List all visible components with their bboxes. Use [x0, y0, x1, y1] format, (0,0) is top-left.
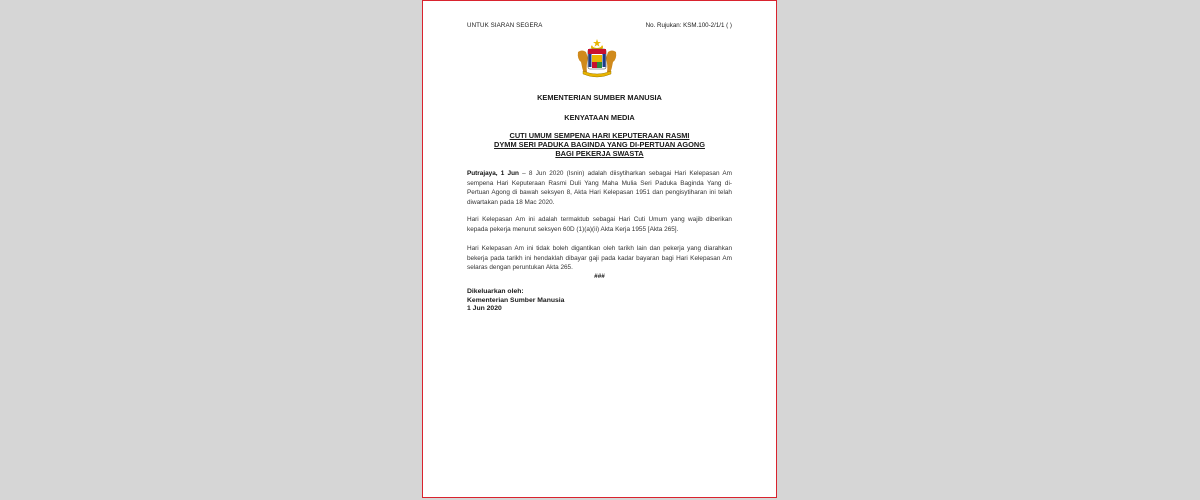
- issuer-block: [467, 288, 564, 314]
- reference-number: No. Rujukan: KSM.100-2/1/1 ( ): [645, 22, 732, 29]
- release-label: UNTUK SIARAN SEGERA: [467, 22, 543, 29]
- end-mark: ###: [594, 273, 605, 280]
- document-page: [422, 0, 777, 498]
- release-title: [423, 131, 776, 158]
- dateline: Putrajaya, 1 Jun: [467, 170, 519, 177]
- ministry-name: KEMENTERIAN SUMBER MANUSIA: [537, 93, 662, 102]
- paragraph-announcement: [467, 169, 732, 207]
- issue-date: 1 Jun 2020: [467, 305, 502, 313]
- title-line: CUTI UMUM SEMPENA HARI KEPUTERAAN RASMI: [509, 131, 690, 140]
- malaysia-coat-of-arms-icon: [575, 38, 619, 78]
- title-line: BAGI PEKERJA SWASTA: [555, 149, 644, 158]
- statement-type: KENYATAAN MEDIA: [564, 113, 635, 122]
- title-line: DYMM SERI PADUKA BAGINDA YANG DI-PERTUAN AGONG: [494, 140, 705, 149]
- issued-by-label: Dikeluarkan oleh:: [467, 288, 524, 295]
- paragraph-payment: Hari Kelepasan Am ini tidak boleh digantikan oleh tarikh lain dan pekerja yang diarahkan bekerja pada tarikh ini hendaklah dibayar gaji pada kadar bayaran bagi Hari Kelepasan Am selaras dengan peruntukan Akta 265.: [467, 245, 732, 271]
- paragraph-entitlement: Hari Kelepasan Am ini adalah termaktub sebagai Hari Cuti Umum yang wajib diberikan kepada pekerja menurut seksyen 60D (1)(a)(ii) Akta Kerja 1955 [Akta 265].: [467, 216, 732, 233]
- paragraph-text: – 8 Jun 2020 (Isnin) adalah diisytiharkan sebagai Hari Kelepasan Am sempena Hari Keputeraan Rasmi Duli Yang Maha Mulia Seri Paduka Baginda Yang di-Pertuan Agong di bawah seksyen 8, Akta Hari Kelepasan 1951 dan pengisytiharan ini telah diwartakan pada 18 Mac 2020.: [467, 170, 732, 206]
- issuer-name: Kementerian Sumber Manusia: [467, 296, 565, 304]
